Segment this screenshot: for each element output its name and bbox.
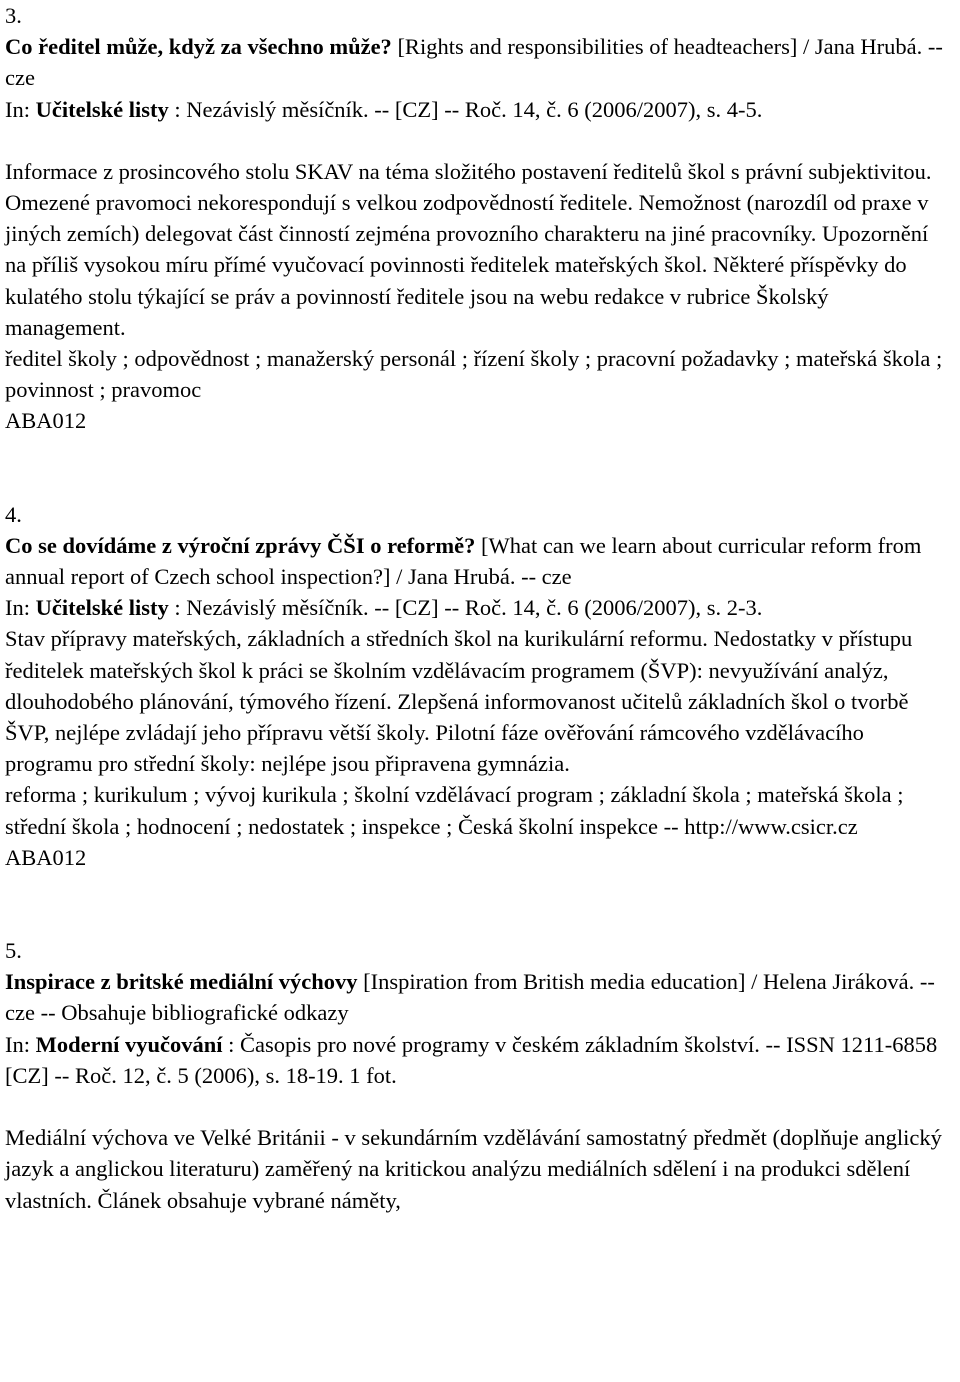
record-keywords: ředitel školy ; odpovědnost ; manažerský personál ; řízení školy ; pracovní požadavky ; mateřská škola ; povinnost ; pravomoc: [5, 346, 943, 403]
record-source: [5, 1029, 952, 1091]
source-prefix: In:: [5, 96, 36, 122]
record-annotation: Stav přípravy mateřských, základních a středních škol na kurikulární reformu. Nedostatky v přístupu ředitelek mateřských škol k práci se školním vzdělávacím programem (ŠVP): nevyužívání analýz, dlouhodobého plánování, týmového řízení. Zlepšená informovanost učitelů základních škol o tvorbě ŠVP, nejlépe zvládají jeho přípravu větší školy. Pilotní fáze ověřování rámcového vzdělávacího programu pro střední školy: nejlépe jsou připravena gymnázia.: [5, 626, 913, 777]
record-title: Inspirace z britské mediální výchovy: [5, 969, 358, 995]
record-number: 4.: [5, 501, 22, 527]
record-title-line: [5, 31, 952, 93]
record-title-rest: [What can we learn about curricular reform from annual report of Czech school inspection?] / Jana Hrubá. -- cze: [5, 532, 922, 590]
record-source: [5, 94, 952, 125]
source-details: : Nezávislý měsíčník. -- [CZ] -- Roč. 14, č. 6 (2006/2007), s. 4-5.: [168, 96, 763, 122]
spacer: [5, 1091, 952, 1122]
record-number: 5.: [5, 938, 22, 964]
record-code: ABA012: [5, 408, 87, 434]
record-title: Co ředitel může, když za všechno může?: [5, 34, 392, 60]
record-keywords: reforma ; kurikulum ; vývoj kurikula ; školní vzdělávací program ; základní škola ; mateřská škola ; střední škola ; hodnocení ; nedostatek ; inspekce ; Česká školní inspekce -- http://www.csicr.cz: [5, 782, 904, 839]
record-separator: [5, 437, 952, 499]
source-details: : Nezávislý měsíčník. -- [CZ] -- Roč. 14, č. 6 (2006/2007), s. 2-3.: [168, 595, 763, 621]
source-prefix: In:: [5, 595, 36, 621]
record-title: Co se dovídáme z výroční zprávy ČŠI o reformě?: [5, 532, 476, 558]
record-title-rest: [Inspiration from British media education] / Helena Jiráková. -- cze -- Obsahuje bibliografické odkazy: [5, 969, 935, 1026]
journal-name: Učitelské listy: [35, 595, 169, 621]
record-5: [5, 935, 952, 1216]
record-title-line: [5, 530, 952, 592]
journal-name: Učitelské listy: [35, 96, 169, 122]
journal-name: Moderní vyučování: [35, 1031, 223, 1057]
record-separator: [5, 873, 952, 935]
record-annotation: Mediální výchova ve Velké Británii - v sekundárním vzdělávání samostatný předmět (doplňuje anglický jazyk a anglickou literaturu) zaměřený na kritickou analýzu mediálních sdělení i na produkci sdělení vlastních. Článek obsahuje vybrané náměty,: [5, 1125, 942, 1213]
record-code: ABA012: [5, 844, 87, 870]
spacer: [5, 125, 952, 156]
record-annotation: Informace z prosincového stolu SKAV na téma složitého postavení ředitelů škol s právní subjektivitou. Omezené pravomoci nekorespondují s velkou zodpovědností ředitele. Nemožnost (narozdíl od praxe v jiných zemích) delegovat část činností zejména provozního charakteru na jiné pracovníky. Upozornění na příliš vysokou míru přímé vyučovací povinnosti ředitelek mateřských škol. Některé příspěvky do kulatého stolu týkající se práv a povinností ředitele jsou na webu redakce v rubrice Školský management.: [5, 158, 932, 340]
record-4: [5, 499, 952, 873]
record-title-rest: [Rights and responsibilities of headteachers] / Jana Hrubá. -- cze: [5, 34, 943, 91]
record-title-line: [5, 966, 952, 1028]
source-details: : Časopis pro nové programy v českém základním školství. -- ISSN 1211-6858 [CZ] -- Roč. 12, č. 5 (2006), s. 18-19. 1 fot.: [5, 1031, 938, 1088]
source-prefix: In:: [5, 1031, 36, 1057]
record-3: [5, 0, 952, 437]
record-number: 3.: [5, 3, 22, 28]
record-source: [5, 592, 952, 623]
